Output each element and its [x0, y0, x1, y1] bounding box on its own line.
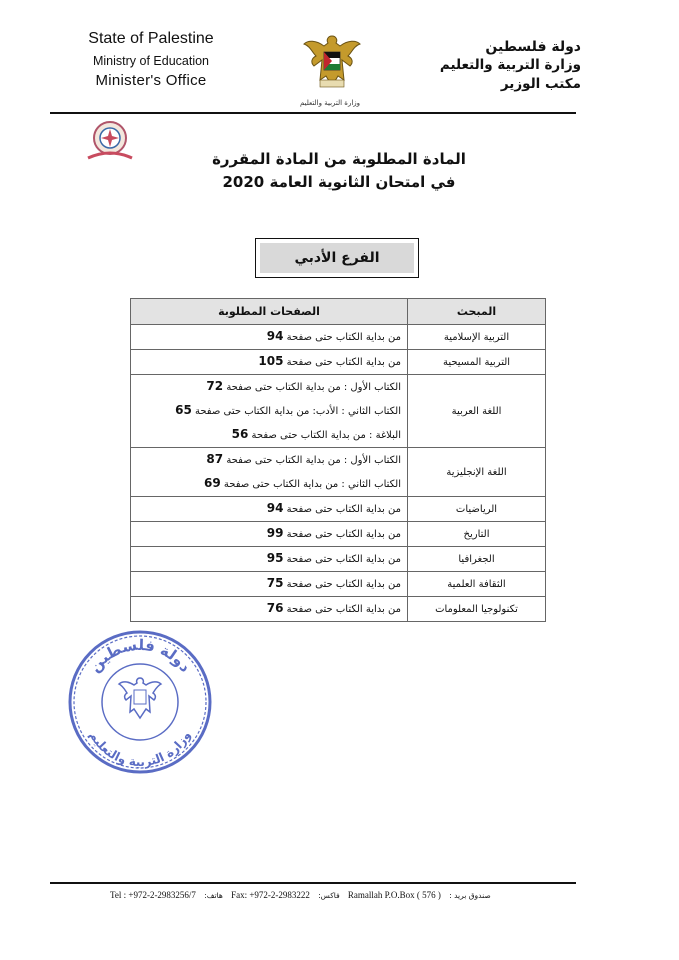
table-header-row [131, 299, 546, 325]
pages-line [137, 547, 401, 571]
emblem-caption: وزارة التربية والتعليم [299, 99, 361, 107]
pages-line [137, 497, 401, 521]
pages-text: من بداية الكتاب حتى صفحة [286, 504, 401, 515]
header-en-ministry: Ministry of Education [92, 54, 210, 68]
svg-text:دولة فلسطين: دولة فلسطين [85, 635, 195, 676]
pages-line [137, 597, 401, 621]
palestine-eagle-emblem-icon [302, 30, 362, 92]
footer-pobox: Ramallah P.O.Box ( 576 ) [347, 890, 441, 900]
subject-cell: تكنولوجيا المعلومات [408, 597, 546, 622]
page-number: 72 [206, 379, 224, 393]
pages-line [137, 375, 401, 399]
page-number: 99 [266, 526, 284, 540]
pages-text: البلاغة : من بداية الكتاب حتى صفحة [251, 430, 401, 441]
table-row [131, 572, 546, 597]
col-header-subject: المبحث [408, 299, 546, 325]
pages-line [137, 572, 401, 596]
table-row [131, 325, 546, 350]
pages-cell [131, 597, 408, 622]
subject-cell: الرياضيات [408, 497, 546, 522]
exam-material-table [130, 298, 546, 622]
header-ar-ministry: وزارة التربية والتعليم [439, 57, 581, 73]
subject-cell: اللغة العربية [408, 375, 546, 448]
header-english [56, 30, 246, 89]
pages-cell [131, 547, 408, 572]
pages-text: من بداية الكتاب حتى صفحة [286, 554, 401, 565]
page-number: 69 [204, 476, 221, 490]
pages-line [137, 325, 401, 349]
header-en-office: Minister's Office [95, 72, 207, 89]
header-en-state: State of Palestine [88, 30, 214, 47]
pages-line [137, 350, 401, 374]
table-row [131, 522, 546, 547]
pages-text: من بداية الكتاب حتى صفحة [286, 604, 401, 615]
pages-cell [131, 572, 408, 597]
pages-cell [131, 350, 408, 375]
ministry-seal-stamp [66, 628, 214, 776]
pages-cell [131, 375, 408, 448]
subject-cell: اللغة الإنجليزية [408, 448, 546, 497]
pages-line [137, 399, 401, 423]
subject-cell: الثقافة العلمية [408, 572, 546, 597]
footer-tel-ar: هاتف: [204, 891, 223, 900]
bethlehem-logo-icon [80, 118, 140, 166]
table-row [131, 547, 546, 572]
header-ar-office: مكتب الوزير [500, 76, 581, 92]
page-number: 95 [266, 551, 284, 565]
subject-cell: التربية المسيحية [408, 350, 546, 375]
subject-cell: التاريخ [408, 522, 546, 547]
subject-cell: الجغرافيا [408, 547, 546, 572]
page-number: 94 [266, 329, 284, 343]
page-number: 105 [258, 354, 284, 368]
pages-text: الكتاب الأول : من بداية الكتاب حتى صفحة [226, 455, 401, 466]
table-row [131, 497, 546, 522]
document-title [150, 148, 528, 194]
footer-fax-ar: فاكس: [318, 891, 340, 900]
title-line-1: المادة المطلوبة من المادة المقررة [212, 150, 466, 168]
pages-cell [131, 448, 408, 497]
branch-label: الفرع الأدبي [260, 243, 414, 273]
footer-fax: Fax: +972-2-2983222 [231, 890, 310, 900]
page-number: 75 [266, 576, 284, 590]
header-divider [50, 112, 576, 114]
pages-text: من بداية الكتاب حتى صفحة [286, 332, 401, 343]
pages-text: من بداية الكتاب حتى صفحة [286, 579, 401, 590]
branch-box [255, 238, 419, 278]
table-row [131, 448, 546, 497]
header-arabic [411, 38, 581, 93]
footer-pobox-ar: صندوق بريد : [449, 891, 491, 900]
footer-divider [50, 882, 576, 884]
title-line-2: في امتحان الثانوية العامة 2020 [222, 173, 456, 191]
pages-line [137, 423, 401, 447]
pages-line [137, 522, 401, 546]
pages-line [137, 472, 401, 496]
table-row [131, 597, 546, 622]
pages-text: الكتاب الثاني : من بداية الكتاب حتى صفحة [223, 479, 401, 490]
footer-contact [110, 890, 580, 900]
pages-text: الكتاب الثاني : الأدب: من بداية الكتاب حتى صفحة [194, 406, 401, 417]
subject-cell: التربية الإسلامية [408, 325, 546, 350]
page-number: 56 [231, 427, 249, 441]
pages-cell [131, 522, 408, 547]
page-number: 87 [206, 452, 224, 466]
footer-tel: Tel : +972-2-2983256/7 [110, 890, 196, 900]
pages-text: من بداية الكتاب حتى صفحة [286, 357, 401, 368]
page-number: 94 [266, 501, 284, 515]
header-ar-state: دولة فلسطين [485, 39, 581, 55]
svg-text:وزارة التربية والتعليم: وزارة التربية والتعليم [86, 728, 194, 770]
table-row [131, 350, 546, 375]
col-header-pages: الصفحات المطلوبة [131, 299, 408, 325]
table-row [131, 375, 546, 448]
pages-cell [131, 325, 408, 350]
page-number: 76 [266, 601, 284, 615]
pages-cell [131, 497, 408, 522]
pages-text: الكتاب الأول : من بداية الكتاب حتى صفحة [226, 382, 401, 393]
pages-line [137, 448, 401, 472]
page-number: 65 [175, 403, 192, 417]
pages-text: من بداية الكتاب حتى صفحة [286, 529, 401, 540]
